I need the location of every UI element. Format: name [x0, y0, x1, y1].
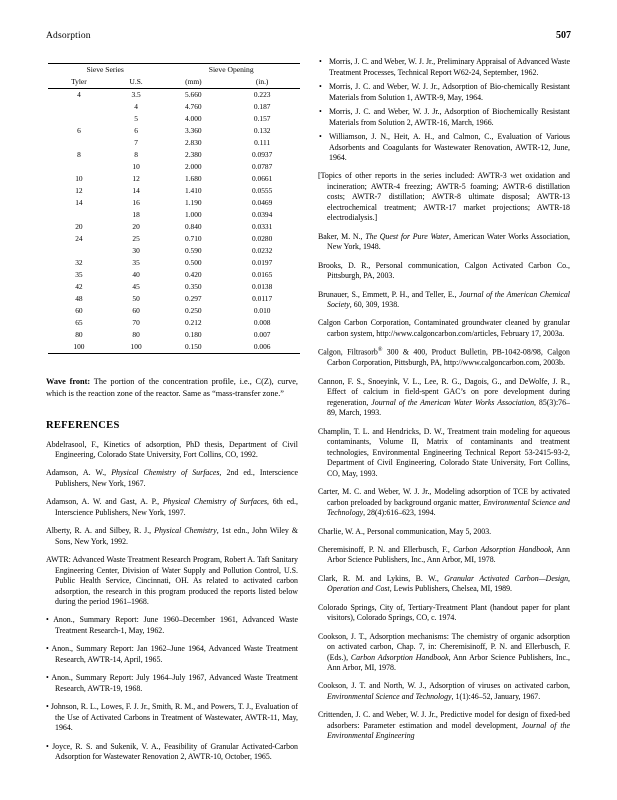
column-header-tyler: Tyler — [48, 76, 110, 88]
references-heading: REFERENCES — [46, 419, 120, 431]
reference-entry: Cookson, J. T. and North, W. J., Adsorption of viruses on activated carbon, Environmental Science and Technology, 1(1):46–52, January, 1967. — [318, 681, 570, 701]
table-row — [48, 173, 300, 185]
table-cell: 1.000 — [185, 210, 202, 220]
table-cell: 0.187 — [253, 102, 271, 112]
table-cell: 8 — [77, 150, 81, 160]
table-cell: 12 — [132, 174, 140, 184]
reference-entry: • Anon., Summary Report: June 1960–December 1961, Advanced Waste Treatment Research-1, May, 1962. — [46, 615, 298, 635]
table-cell: 0.008 — [253, 317, 271, 327]
table-cell: 0.0232 — [251, 246, 273, 256]
table-cell: 0.212 — [185, 317, 202, 327]
table-cell: 0.132 — [253, 126, 271, 136]
reference-entry: Brunauer, S., Emmett, P. H., and Teller, E., Journal of the American Chemical Society, 60, 309, 1938. — [318, 289, 570, 310]
table-cell: 10 — [132, 162, 140, 172]
sieve-table — [48, 63, 300, 354]
list-item: • Morris, J. C. and Weber, W. J. Jr., Preliminary Appraisal of Advanced Waste Treatment Processes, Technical Report W62-24, September, 1962. — [318, 57, 570, 78]
table-cell: 0.0555 — [251, 186, 273, 196]
table-cell: 48 — [75, 294, 83, 304]
table-cell — [48, 161, 110, 173]
table-cell: 20 — [75, 222, 83, 232]
table-cell: 0.0331 — [251, 222, 273, 232]
reference-entry: Abdelrasool, F., Kinetics of adsorption, PhD thesis, Department of Civil Engineering, Colorado State University, Fort Collins, CO, 1992. — [46, 439, 298, 459]
table-cell: 0.710 — [185, 234, 202, 244]
table-cell: 0.250 — [185, 306, 202, 315]
reference-entry: Brooks, D. R., Personal communication, Calgon Activated Carbon Co., Pittsburgh, PA, 2003. — [318, 260, 570, 281]
reference-entry: Carter, M. C. and Weber, W. J. Jr., Modeling adsorption of TCE by activated carbon preloaded by background organic matter, Environmental Science and Technology, 28(4):616–623, 1994. — [318, 487, 570, 518]
table-cell: 42 — [75, 282, 83, 292]
table-cell: 0.006 — [224, 341, 300, 353]
table-cell: 50 — [132, 294, 140, 304]
table-cell: 0.500 — [185, 258, 202, 268]
table-cell: 25 — [132, 234, 140, 244]
table-sub-header-row — [48, 76, 300, 88]
page-number: 507 — [556, 30, 571, 41]
wave-front-text: The portion of the concentration profile, i.e., C(Z), curve, which is the reaction zone of the reactor. Same as “mass-transfer zone.” — [46, 376, 299, 398]
table-group-header-row — [48, 64, 300, 77]
table-cell: 2.380 — [185, 150, 202, 160]
table-cell: 2.830 — [185, 138, 202, 148]
left-column — [46, 57, 298, 764]
table-cell: 0.010 — [253, 306, 271, 315]
reference-entry: Cannon, F. S., Snoeyink, V. L., Lee, R. G., Dagois, G., and DeWolfe, J. R., Effect of calcium in field-spent GAC’s on pore development during regeneration, Journal of the American Water Works Association, 85(3):76–89, March, 1993. — [318, 376, 570, 418]
table-row — [48, 113, 300, 125]
page-header — [46, 30, 571, 41]
table-cell: 65 — [75, 317, 83, 327]
table-cell: 4 — [134, 102, 138, 112]
table-cell: 0.0117 — [252, 294, 273, 304]
table-cell: 1.410 — [185, 186, 202, 196]
table-cell: 0.0280 — [251, 234, 273, 244]
table-row — [48, 89, 300, 101]
reference-entry: Cheremisinoff, P. N. and Ellerbusch, F., Carbon Adsorption Handbook, Ann Arbor Science Publishers, Inc., Ann Arbor, MI, 1978. — [318, 544, 570, 565]
table-cell: 5 — [134, 114, 138, 124]
table-cell: 0.223 — [253, 90, 271, 100]
table-cell: 35 — [75, 270, 83, 280]
table-cell: 80 — [132, 329, 140, 339]
reference-entry: Cookson, J. T., Adsorption mechanisms: The chemistry of organic adsorption on activated carbon, Chap. 7, in: Cheremisinoff, P. N. and Ellerbusch, F. (Eds.), Carbon Adsorption Handbook, Ann Arbor Science Publishers, Inc., Ann Arbor, MI, 1978. — [318, 631, 570, 673]
reference-entry: • Anon., Summary Report: Jan 1962–June 1964, Advanced Waste Treatment Research, AWTR-14, April, 1965. — [46, 644, 298, 664]
reference-entry: Charlie, W. A., Personal communication, May 5, 2003. — [318, 526, 492, 536]
reference-entry: Champlin, T. L. and Hendricks, D. W., Treatment train modeling for aqueous contaminants, Volume II, Matrix of contaminants and treatment technologies, Environmental Engineering Technical Report 53-2415-93-2, Department of Civil Engineering, Colorado State University, Fort Collins, CO, May, 1993. — [318, 426, 570, 478]
table-cell: 5.660 — [185, 90, 202, 100]
table-cell: 0.0394 — [251, 210, 273, 220]
table-row — [48, 329, 300, 341]
table-cell: 0.350 — [185, 282, 202, 292]
table-cell: 18 — [132, 210, 140, 220]
table-cell: 32 — [75, 258, 83, 268]
right-reference-list — [318, 232, 570, 742]
table-cell — [48, 245, 110, 257]
table-cell: 80 — [75, 329, 83, 339]
table-cell: 8 — [134, 150, 138, 160]
table-row — [48, 245, 300, 257]
reference-entry: Crittenden, J. C. and Weber, W. J. Jr., Predictive model for design of fixed-bed adsorbers: Parameter estimation and model development, Journal of the Environmental Engineering — [318, 710, 570, 741]
table-cell: 14 — [132, 186, 140, 196]
table-cell: 100 — [110, 341, 163, 353]
table-cell: 24 — [75, 234, 83, 244]
table-cell: 0.297 — [185, 294, 202, 304]
reference-entry: Adamson, A. W. and Gast, A. P., Physical Chemistry of Surfaces, 6th ed., Interscience Publishers, New York, 1997. — [46, 497, 298, 517]
table-cell: 16 — [132, 198, 140, 208]
table-row — [48, 137, 300, 149]
table-cell: 0.0197 — [251, 258, 273, 268]
list-item: • Morris, J. C. and Weber, W. J. Jr., Adsorption of Biochemically Resistant Materials from Solution 2, AWTR-16, March, 1966. — [318, 107, 570, 128]
two-column-body — [46, 57, 571, 764]
table-row — [48, 125, 300, 137]
reference-entry: • Joyce, R. S. and Sukenik, V. A., Feasibility of Granular Activated-Carbon Adsorption for Wastewater Renovation 2, AWTR-10, October, 1965. — [46, 741, 298, 762]
table-cell: 4.760 — [185, 102, 202, 112]
sieve-table-wrapper — [46, 63, 298, 354]
table-row — [48, 101, 300, 113]
table-cell: 12 — [75, 186, 83, 196]
table-cell: 2.000 — [185, 162, 202, 172]
table-row — [48, 341, 300, 353]
table-cell: 0.150 — [162, 341, 224, 353]
table-cell: 1.680 — [185, 174, 202, 184]
table-cell: 20 — [132, 222, 140, 232]
table-cell: 0.590 — [185, 246, 202, 256]
table-cell: 30 — [132, 246, 140, 256]
table-cell: 7 — [134, 138, 138, 148]
list-item: • Morris, J. C. and Weber, W. J. Jr., Adsorption of Bio-chemically Resistant Materials from Solution 1, AWTR-9, May, 1964. — [318, 82, 570, 103]
table-cell: 0.0937 — [251, 150, 273, 160]
running-head-title: Adsorption — [46, 31, 91, 41]
table-cell: 0.157 — [253, 114, 271, 124]
table-cell: 0.0469 — [251, 198, 273, 208]
table-cell: 70 — [132, 317, 140, 327]
list-item: • Williamson, J. N., Heit, A. H., and Calmon, C., Evaluation of Various Adsorbents and Coagulants for Wastewater Renovation, AWTR-12, June, 1964. — [318, 132, 570, 164]
table-cell: 3.360 — [185, 126, 202, 136]
table-row — [48, 269, 300, 281]
topics-note: [Topics of other reports in the series included: AWTR-3 wet oxidation and incineration; AWTR-4 freezing; AWTR-5 foaming; AWTR-6 distillation costs; AWTR-7 distillation; AWTR-8 ultimate disposal; AWTR-13 electrochemical treatment; AWTR-17 market projections; AWTR-18 electrodialysis.] — [318, 171, 570, 223]
reference-entry: • Johnson, R. L., Lowes, F. J. Jr., Smith, R. M., and Powers, T. J., Evaluation of the Use of Activated Carbons in Treatment of Wastewater, AWTR-11, May, 1964. — [46, 702, 298, 733]
column-header-us: U.S. — [110, 76, 163, 88]
right-column — [318, 57, 570, 743]
table-cell: 4 — [77, 90, 81, 100]
table-cell: 6 — [77, 126, 81, 136]
table-row — [48, 293, 300, 305]
table-row — [48, 161, 300, 173]
awtr-bullet-list — [318, 57, 570, 164]
table-cell: 3.5 — [131, 90, 141, 100]
table-cell: 60 — [75, 306, 83, 315]
group-header-sieve-opening: Sieve Opening — [162, 64, 300, 77]
table-row — [48, 233, 300, 245]
column-header-in: (in.) — [224, 76, 300, 88]
reference-entry: Baker, M. N., The Quest for Pure Water, American Water Works Association, New York, 1948. — [318, 231, 570, 252]
table-row — [48, 305, 300, 317]
table-row — [48, 281, 300, 293]
table-row — [48, 209, 300, 221]
table-cell: 0.0661 — [251, 174, 273, 184]
table-cell: 6 — [134, 126, 138, 136]
wave-front-term: Wave front: — [46, 376, 91, 386]
table-row — [48, 197, 300, 209]
table-cell: 0.111 — [254, 138, 271, 148]
table-cell — [48, 101, 110, 113]
table-cell — [48, 113, 110, 125]
table-cell — [48, 137, 110, 149]
table-cell: 100 — [48, 341, 110, 353]
sieve-table-body — [48, 89, 300, 354]
reference-entry: Calgon, Filtrasorb® 300 & 400, Product Bulletin, PB-1042-08/98, Calgon Carbon Corporation, Pittsburgh, PA, http://www.calgoncarbon.com, 2003b. — [318, 347, 570, 368]
table-cell: 0.0138 — [251, 282, 273, 292]
reference-entry: Colorado Springs, City of, Tertiary-Treatment Plant (handout paper for plant visitors), Colorado Springs, CO, c. 1974. — [318, 602, 570, 623]
table-cell: 0.180 — [185, 329, 202, 339]
reference-entry: Calgon Carbon Corporation, Contaminated groundwater cleaned by granular carbon system, http://www.calgoncarbon.com/articles, February 17, 2003a. — [318, 318, 570, 338]
left-reference-list — [46, 440, 298, 763]
table-row — [48, 257, 300, 269]
table-cell: 10 — [75, 174, 83, 184]
table-cell: 0.0787 — [251, 162, 273, 172]
wave-front-definition — [46, 376, 298, 400]
table-cell: 1.190 — [185, 198, 202, 208]
group-header-sieve-series: Sieve Series — [48, 64, 162, 77]
reference-entry: Alberty, R. A. and Silbey, R. J., Physical Chemistry, 1st edn., John Wiley & Sons, New York, 1992. — [46, 526, 298, 546]
table-cell: 0.420 — [185, 270, 202, 280]
table-cell — [48, 209, 110, 221]
table-cell: 40 — [132, 270, 140, 280]
table-cell: 0.840 — [185, 222, 202, 232]
table-row — [48, 221, 300, 233]
table-cell: 45 — [132, 282, 140, 292]
table-row — [48, 317, 300, 329]
table-row — [48, 185, 300, 197]
reference-entry: AWTR: Advanced Waste Treatment Research Program, Robert A. Taft Sanitary Engineering Center, Division of Water Supply and Pollution Control, U.S. Public Health Service, Cincinnati, OH. As related to activated carbon adsorption, the research in this program produced the reports listed below during the period 1961–1968. — [46, 555, 298, 607]
reference-entry: Adamson, A. W., Physical Chemistry of Surfaces, 2nd ed., Interscience Publishers, New York, 1967. — [46, 468, 298, 488]
table-row — [48, 149, 300, 161]
table-cell: 14 — [75, 198, 83, 208]
table-cell: 35 — [132, 258, 140, 268]
table-cell: 4.000 — [185, 114, 202, 124]
reference-entry: • Anon., Summary Report: July 1964–July 1967, Advanced Waste Treatment Research, AWTR-19, 1968. — [46, 673, 298, 693]
column-header-mm: (mm) — [162, 76, 224, 88]
table-cell: 0.007 — [253, 329, 271, 339]
table-cell: 60 — [132, 306, 140, 315]
table-cell: 0.0165 — [251, 270, 273, 280]
reference-entry: Clark, R. M. and Lykins, B. W., Granular Activated Carbon—Design, Operation and Cost, Lewis Publishers, Chelsea, MI, 1989. — [318, 573, 570, 594]
